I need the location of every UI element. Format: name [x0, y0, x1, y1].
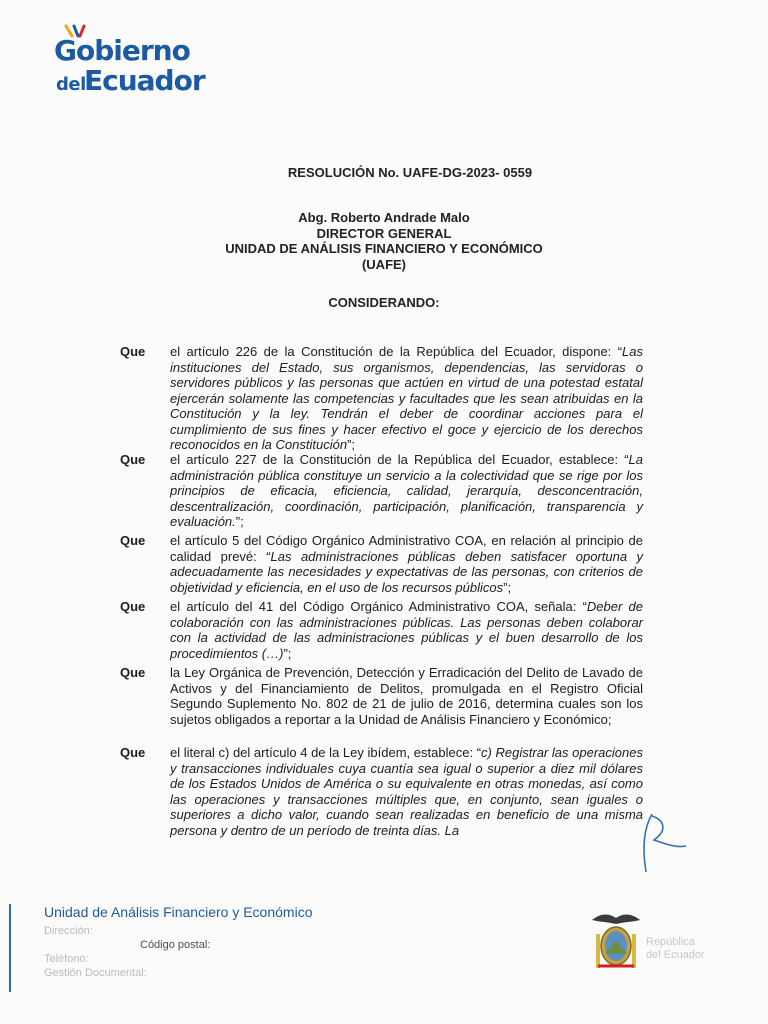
clause-text: la Ley Orgánica de Prevención, Detección y Erradicación del Delito de Lavado de Activos y del Financiamiento de Delitos, promulgada en el Registro Oficial Segundo Suplemento No. 802 de 21 de julio de 2016, determina cuales son los sujetos obligados a reportar a la Unidad de Análisis Financiero y Económico;: [170, 665, 643, 727]
clause-text: el artículo 226 de la Constitución de la República del Ecuador, dispone: “Las instituciones del Estado, sus organismos, dependencias, las servidoras o servidores públicos y las personas que actúen en virtud de una potestad estatal ejercerán solamente las competencias y facultades que les sean atribuidas en la Constitución y la ley. Tendrán el deber de coordinar acciones para el cumplimiento de sus fines y hacer efectivo el goce y ejercicio de los derechos reconocidos en la Constitución”;: [170, 344, 643, 452]
clause-label: Que: [120, 533, 146, 548]
logo-text-gobierno: Gobierno: [54, 34, 190, 67]
ecuador-coat-of-arms-icon: [588, 910, 644, 976]
logo-text-ecuador: Ecuador: [84, 64, 205, 97]
clause-label: Que: [120, 344, 146, 359]
logo-text-del: del: [56, 74, 86, 95]
signatory-name: Abg. Roberto Andrade Malo: [298, 210, 470, 225]
signatory-role: DIRECTOR GENERAL: [316, 225, 452, 241]
clause-label: Que: [120, 665, 146, 680]
footer-accent-bar: [9, 904, 11, 992]
footer-phone: Teléfono:: [44, 953, 89, 965]
signatory-acronym: (UAFE): [361, 256, 407, 272]
clause-label: Que: [120, 745, 146, 760]
clause-text: el artículo 5 del Código Orgánico Administrativo COA, en relación al principio de calidad prevé: “Las administraciones públicas deben satisfacer oportuna y adecuadamente las necesidades y expectativas de las personas, con criterios de objetividad y eficiencia, en el uso de los recursos públicos”;: [170, 533, 643, 595]
clause-text: el artículo del 41 del Código Orgánico Administrativo COA, señala: “Deber de colaboración con las administraciones públicas. Las personas deben colaborar con la actividad de las administraciones públicas y el buen desarrollo de los procedimientos (…)”;: [170, 599, 644, 661]
clause-label: Que: [120, 452, 146, 467]
clause-text: el artículo 227 de la Constitución de la República del Ecuador, establece: “La administración pública constituye un servicio a la colectividad que se rige por los principios de eficacia, eficiencia, calidad, jerarquía, desconcentración, descentralización, coordinación, participación, planificación, transparencia y evaluación.”;: [170, 452, 643, 529]
clause-text: el literal c) del artículo 4 de la Ley ibídem, establece: “c) Registrar las operaciones y transacciones individuales cuya cuantía sea igual o superior a diez mil dólares de los Estados Unidos de América o su equivalente en otras monedas, así como las operaciones y transacciones múltiples que, en conjunto, sean iguales o superiores a dicho valor, cuando sean realizadas en beneficio de una misma persona y dentro de un período de treinta días. La: [170, 745, 643, 838]
footer-document-management: Gestión Documental:: [44, 967, 147, 979]
clause-label: Que: [120, 599, 146, 614]
gobierno-logo: [44, 24, 205, 97]
footer-address: Dirección:: [44, 925, 93, 937]
republica-ecuador-watermark: República del Ecuador: [646, 936, 705, 961]
resolution-number: RESOLUCIÓN No. UAFE-DG-2023- 0559: [287, 165, 533, 180]
footer-title: Unidad de Análisis Financiero y Económico: [44, 904, 313, 920]
signatory-block: [0, 210, 768, 272]
footer-postal-code: Código postal:: [140, 939, 211, 951]
signature-initial-icon: [622, 808, 692, 878]
signatory-unit: UNIDAD DE ANÁLISIS FINANCIERO Y ECONÓMICO: [225, 241, 543, 256]
considerando-heading: CONSIDERANDO:: [328, 295, 440, 310]
